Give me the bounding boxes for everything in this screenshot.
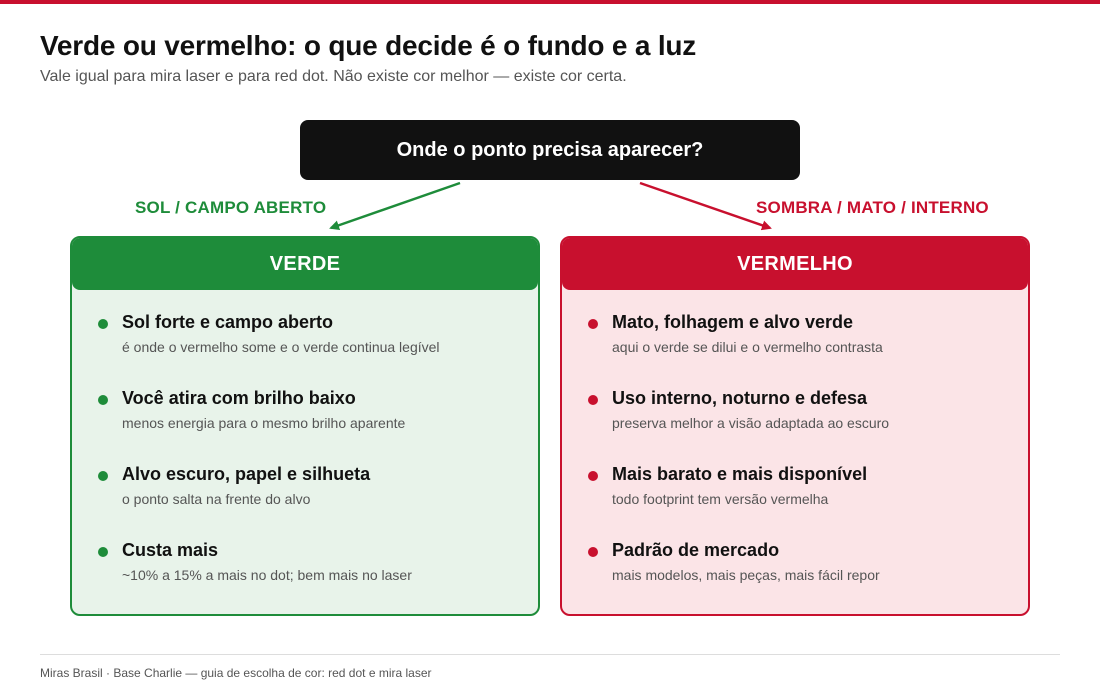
item-description: menos energia para o mesmo brilho aparente [122,415,406,431]
list-item [586,310,1028,386]
item-title: Você atira com brilho baixo [122,388,356,408]
bullet-dot-icon [98,319,108,329]
item-description: preserva melhor a visão adaptada ao escuro [612,415,890,431]
item-description: ~10% a 15% a mais no dot; bem mais no laser [122,567,412,583]
item-title: Sol forte e campo aberto [122,312,334,332]
bullet-dot-icon [588,395,598,405]
list-item [96,462,538,538]
footer-divider [40,654,1060,655]
item-description: é onde o vermelho some e o verde continua legível [122,339,440,355]
page-title: Verde ou vermelho: o que decide é o fundo e a luz [40,30,697,61]
item-title: Alvo escuro, papel e silhueta [122,464,371,484]
green-branch-arrow [331,183,460,228]
green-card-list [72,290,538,614]
red-card-header [562,238,1028,290]
item-title: Uso interno, noturno e defesa [612,388,868,408]
red-branch-arrow [640,183,770,228]
red-card-list [562,290,1028,614]
footer-credit: Miras Brasil · Base Charlie — guia de escolha de cor: red dot e mira laser [40,666,432,680]
item-description: aqui o verde se dilui e o vermelho contrasta [612,339,883,355]
bullet-dot-icon [98,395,108,405]
red-card-title: VERMELHO [737,252,853,275]
green-card [70,236,540,616]
bullet-dot-icon [588,471,598,481]
page-subtitle: Vale igual para mira laser e para red dot. Não existe cor melhor — existe cor certa. [40,68,627,85]
item-description: o ponto salta na frente do alvo [122,491,311,507]
list-item [586,462,1028,538]
item-title: Padrão de mercado [612,540,780,560]
list-item [96,386,538,462]
list-item [586,386,1028,462]
list-item [96,538,538,614]
list-item [96,310,538,386]
red-branch-label: SOMBRA / MATO / INTERNO [756,198,989,217]
bullet-dot-icon [588,319,598,329]
item-title: Custa mais [122,540,219,560]
item-description: mais modelos, mais peças, mais fácil repor [612,567,880,583]
decision-question-text: Onde o ponto precisa aparecer? [396,138,704,161]
green-branch-label: SOL / CAMPO ABERTO [135,198,327,217]
red-card [560,236,1030,616]
bullet-dot-icon [588,547,598,557]
item-description: todo footprint tem versão vermelha [612,491,829,507]
item-title: Mato, folhagem e alvo verde [612,312,854,332]
item-title: Mais barato e mais disponível [612,464,868,484]
bullet-dot-icon [98,547,108,557]
list-item [586,538,1028,614]
bullet-dot-icon [98,471,108,481]
green-card-title: VERDE [269,252,341,275]
green-card-header [72,238,538,290]
